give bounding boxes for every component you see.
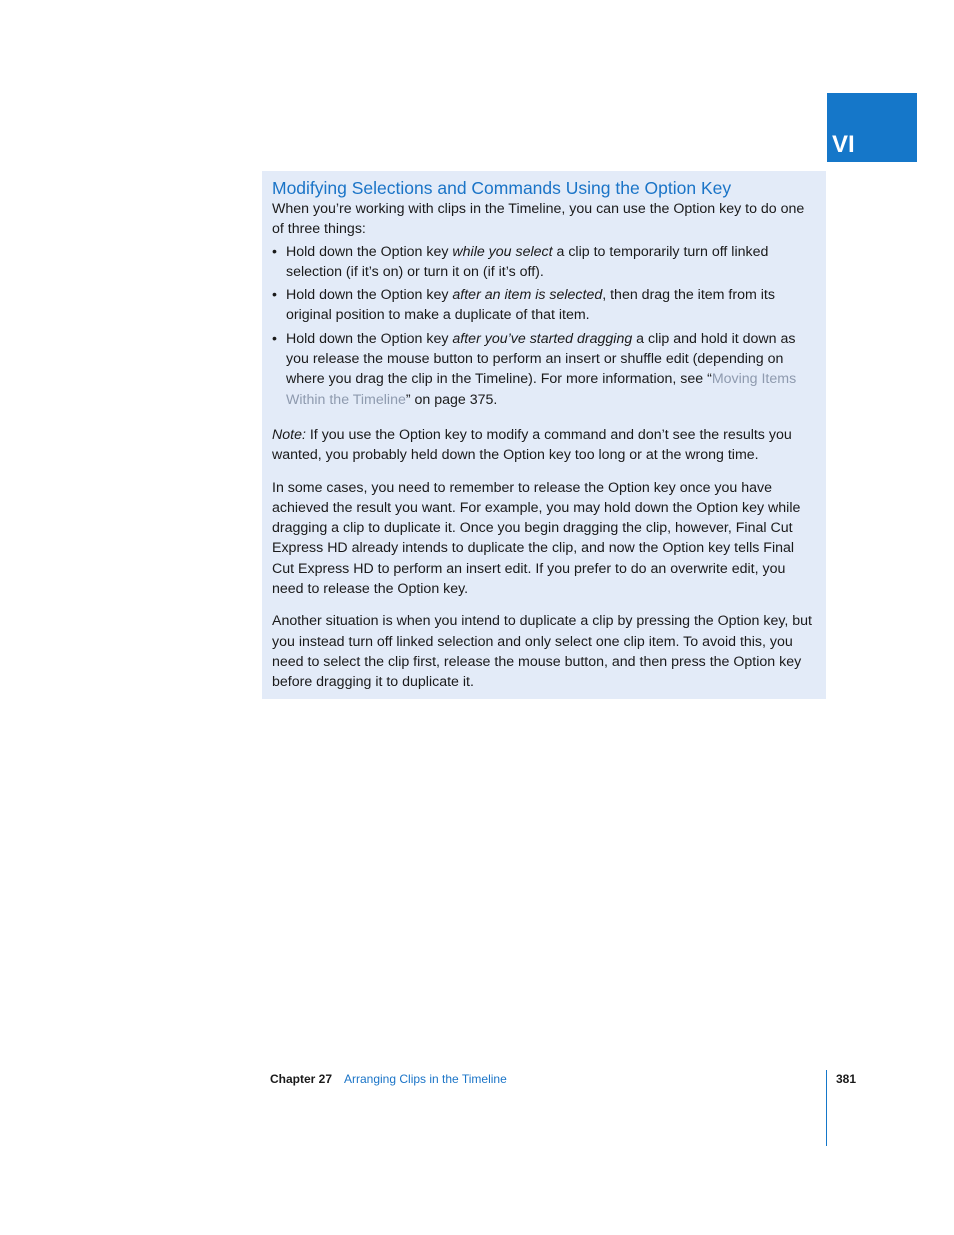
bullet-icon: • bbox=[272, 287, 277, 304]
section-heading: Modifying Selections and Commands Using the Option Key bbox=[272, 178, 732, 198]
footer-chapter-title[interactable]: Arranging Clips in the Timeline bbox=[344, 1072, 507, 1086]
bullet-icon: • bbox=[272, 243, 277, 260]
bullet-list bbox=[272, 242, 818, 410]
list-item: • Hold down the Option key after an item is selected, then drag the item from its original position to make a duplicate of that item. bbox=[272, 287, 775, 324]
intro-paragraph: When you’re working with clips in the Timeline, you can use the Option key to do one of three things: bbox=[272, 201, 805, 238]
cross-reference-link[interactable]: Moving Items Within the Timeline bbox=[286, 371, 797, 408]
bullet-icon: • bbox=[272, 330, 277, 347]
list-item: • Hold down the Option key while you select a clip to temporarily turn off linked selection (if it’s on) or turn it on (if it’s off). bbox=[272, 243, 769, 280]
footer-chapter: Chapter 27 bbox=[270, 1072, 333, 1086]
body-paragraph-1: In some cases, you need to remember to release the Option key once you have achieved the result you want. For example, you may hold down the Option key while dragging a clip to duplicate it. Once you begin dragging the clip, however, Final Cut Express HD already intends to duplicate the clip, and now the Option key tells Final Cut Express HD to perform an insert edit. If you prefer to do an overwrite edit, you need to release the Option key. bbox=[272, 479, 801, 598]
part-tab bbox=[827, 93, 917, 162]
list-item: • Hold down the Option key after you’ve started dragging a clip and hold it down as you release the mouse button to perform an insert or shuffle edit (depending on where you drag the clip in the Timeline). For more information, see “Moving Items Within the Timeline” on page 375. bbox=[272, 330, 797, 408]
note-text: If you use the Option key to modify a command and don’t see the results you wanted, you probably held down the Option key too long or at the wrong time. bbox=[272, 426, 792, 464]
body-paragraph-2: Another situation is when you intend to duplicate a clip by pressing the Option key, but you instead turn off linked selection and only select one clip item. To avoid this, you need to select the clip first, release the mouse button, and then press the Option key before dragging it to duplicate it. bbox=[272, 613, 812, 691]
page-number: 381 bbox=[836, 1072, 857, 1086]
note-label: Note: bbox=[272, 426, 306, 443]
note-paragraph bbox=[272, 425, 818, 466]
section-content bbox=[272, 177, 818, 693]
footer-divider bbox=[826, 1070, 827, 1146]
part-tab-label: VI bbox=[832, 131, 855, 158]
